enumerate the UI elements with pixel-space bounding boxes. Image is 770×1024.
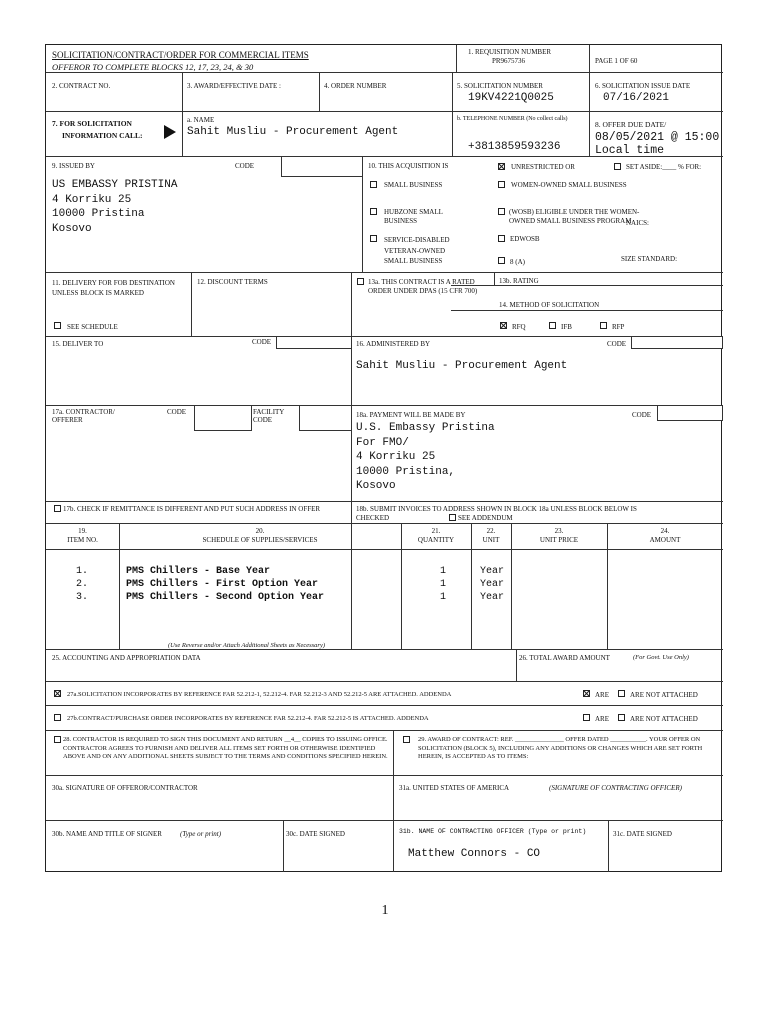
telephone-number: +3813859593236 [468, 141, 561, 153]
item-no: 3. [76, 592, 89, 603]
discount-terms-label: 12. DISCOUNT TERMS [197, 278, 268, 286]
remittance-label: 17b. CHECK IF REMITTANCE IS DIFFERENT AND PUT SUCH ADDRESS IN OFFER [63, 505, 321, 513]
addenda-b-are-checkbox[interactable] [583, 714, 590, 721]
signature-usa-note: (SIGNATURE OF CONTRACTING OFFICER) [549, 784, 682, 792]
issue-date-label: 6. SOLICITATION ISSUE DATE [595, 82, 691, 90]
telephone-label: b. TELEPHONE NUMBER (No collect calls) [457, 116, 568, 122]
col-amount: 24. AMOUNT [649, 527, 681, 544]
see-schedule-label: SEE SCHEDULE [67, 323, 118, 331]
see-addendum-label: SEE ADDENDUM [458, 514, 513, 522]
contractor-sign-checkbox[interactable] [54, 736, 61, 743]
remittance-checkbox[interactable] [54, 505, 61, 512]
issued-by-address: US EMBASSY PRISTINA 4 Korriku 25 10000 Pristina Kosovo [52, 179, 178, 235]
offer-due-date: 08/05/2021 @ 15:00 [595, 131, 720, 144]
unrestricted-checkbox[interactable] [498, 163, 505, 170]
rfq-checkbox[interactable] [500, 322, 507, 329]
col-quantity: 21. QUANTITY [417, 527, 455, 544]
officer-name: Matthew Connors - CO [408, 848, 541, 860]
facility-code-label: FACILITY CODE [253, 408, 285, 424]
form-subtitle: OFFEROR TO COMPLETE BLOCKS 12, 17, 23, 24, & 30 [52, 62, 254, 72]
accounting-label: 25. ACCOUNTING AND APPROPRIATION DATA [52, 654, 201, 662]
hubzone-checkbox[interactable] [370, 208, 377, 215]
administered-by-label: 16. ADMINISTERED BY [356, 340, 431, 348]
rated-order-label: 13a. THIS CONTRACT IS A RATED ORDER UNDER DPAS (15 CFR 700) [368, 278, 478, 295]
size-standard-label: SIZE STANDARD: [621, 255, 678, 263]
payment-address: U.S. Embassy Pristina For FMO/ 4 Korriku 25 10000 Pristina, Kosovo [356, 422, 495, 492]
admin-code-label: CODE [607, 340, 627, 348]
item-no: 2. [76, 579, 89, 590]
administered-by-value: Sahit Musliu - Procurement Agent [356, 360, 568, 372]
issued-by-label: 9. ISSUED BY [52, 162, 95, 170]
rfp-checkbox[interactable] [600, 322, 607, 329]
ifb-checkbox[interactable] [549, 322, 556, 329]
contract-27b-text: 27b.CONTRACT/PURCHASE ORDER INCORPORATES BY REFERENCE FAR 52.212-4. FAR 52.212-5 IS ATTACHED. ADDENDA [67, 715, 429, 722]
col-unit-price: 23. UNIT PRICE [539, 527, 579, 544]
set-aside-label: SET ASIDE:____ % FOR: [626, 163, 702, 171]
issued-code-box[interactable] [281, 156, 363, 177]
offer-due-time: Local time [595, 144, 665, 157]
rfp-label: RFP [612, 323, 625, 331]
date-signed-30-label: 30c. DATE SIGNED [286, 830, 345, 838]
item-desc: PMS Chillers - Second Option Year [126, 592, 325, 603]
contractor-code-label: CODE [167, 408, 187, 416]
schedule-footnote: (Use Reverse and/or Attach Additional Sheets as Necessary) [168, 642, 325, 649]
addenda-are-not-checkbox[interactable] [618, 690, 625, 697]
total-amount-note: (For Govt. Use Only) [633, 654, 689, 661]
solicitation-27a-checkbox[interactable] [54, 690, 61, 697]
wosb-checkbox[interactable] [498, 208, 505, 215]
sdvosb-checkbox[interactable] [370, 235, 377, 242]
addenda-b-are-label: ARE [595, 715, 609, 723]
small-business-label: SMALL BUSINESS [384, 181, 443, 189]
item-qty: 1 [440, 579, 447, 590]
offer-due-label: 8. OFFER DUE DATE/ [595, 120, 667, 129]
unrestricted-label: UNRESTRICTED OR [511, 163, 575, 171]
invoice-label: 18b. SUBMIT INVOICES TO ADDRESS SHOWN IN BLOCK 18a UNLESS BLOCK BELOW IS CHECKED [356, 505, 637, 522]
contractor-label: 17a. CONTRACTOR/ OFFERER [52, 408, 115, 424]
see-addendum-checkbox[interactable] [449, 514, 456, 521]
contact-name-label: a. NAME [187, 116, 215, 124]
solicitation-number-label: 5. SOLICITATION NUMBER [457, 82, 543, 90]
issue-date: 07/16/2021 [603, 92, 670, 104]
award-date-label: 3. AWARD/EFFECTIVE DATE : [187, 82, 281, 90]
set-aside-checkbox[interactable] [614, 163, 621, 170]
rfq-label: RFQ [512, 323, 526, 331]
addenda-are-label: ARE [595, 691, 609, 699]
award-checkbox[interactable] [403, 736, 410, 743]
requisition-label: 1. REQUISITION NUMBER [468, 48, 552, 56]
ifb-label: IFB [561, 323, 572, 331]
deliver-to-label: 15. DELIVER TO [52, 340, 104, 348]
facility-code-box[interactable] [299, 405, 352, 431]
addenda-b-are-not-checkbox[interactable] [618, 714, 625, 721]
naics-label: NAICS: [626, 219, 649, 227]
eight-a-checkbox[interactable] [498, 257, 505, 264]
edwosb-label: EDWOSB [510, 235, 540, 243]
item-unit: Year [480, 579, 505, 590]
rating-label: 13b. RATING [499, 277, 539, 285]
info-call-label: 7. FOR SOLICITATION [52, 119, 132, 128]
item-unit: Year [480, 566, 505, 577]
acquisition-label: 10. THIS ACQUISITION IS [368, 162, 449, 170]
solicitation-form [45, 44, 722, 872]
payment-label: 18a. PAYMENT WILL BE MADE BY [356, 411, 466, 419]
total-amount-label: 26. TOTAL AWARD AMOUNT [519, 654, 610, 662]
method-label: 14. METHOD OF SOLICITATION [499, 301, 600, 309]
small-business-checkbox[interactable] [370, 181, 377, 188]
issued-code-label: CODE [235, 162, 255, 170]
contract-27b-checkbox[interactable] [54, 714, 61, 721]
edwosb-checkbox[interactable] [498, 235, 505, 242]
solicitation-27a-text: 27a.SOLICITATION INCORPORATES BY REFERENCE FAR 52.212-1, 52.212-4. FAR 52.212-3 AND 52.212-5 ARE ATTACHED. ADDENDA [67, 691, 452, 698]
item-desc: PMS Chillers - Base Year [126, 566, 271, 577]
signature-offeror-label: 30a. SIGNATURE OF OFFEROR/CONTRACTOR [52, 784, 198, 792]
contractor-code-box[interactable] [194, 405, 252, 431]
rated-order-checkbox[interactable] [357, 278, 364, 285]
women-owned-checkbox[interactable] [498, 181, 505, 188]
form-title: SOLICITATION/CONTRACT/ORDER FOR COMMERCIAL ITEMS [52, 50, 309, 60]
info-call-label-2: INFORMATION CALL: [62, 131, 143, 140]
eight-a-label: 8 (A) [510, 258, 525, 266]
col-schedule: 20. SCHEDULE OF SUPPLIES/SERVICES [202, 527, 318, 544]
hubzone-label: HUBZONE SMALL BUSINESS [384, 208, 443, 225]
officer-name-label: 31b. NAME OF CONTRACTING OFFICER (Type or print) [399, 828, 587, 835]
signer-name-note: (Type or print) [180, 830, 222, 838]
admin-code-box[interactable] [631, 336, 723, 349]
solicitation-number: 19KV4221Q0025 [468, 92, 554, 104]
contract-no-label: 2. CONTRACT NO. [52, 82, 111, 90]
signature-usa-label: 31a. UNITED STATES OF AMERICA [399, 784, 510, 792]
sdvosb-label: SERVICE-DISABLED VETERAN-OWNED SMALL BUSINESS [384, 236, 450, 265]
col-item-no: 19. ITEM NO. [67, 527, 98, 544]
contractor-sign-text: 28. CONTRACTOR IS REQUIRED TO SIGN THIS DOCUMENT AND RETURN __4__ COPIES TO ISSUING OFFICE. CONTRACTOR AGREES TO FURNISH AND DELIVER ALL ITEMS SET FORTH OR OTHERWISE IDENTIFIED ABOVE AND ON ANY ADDITIONAL SHEETS SUBJECT TO THE TERMS AND CONDITIONS SPECIFIED HEREIN. [63, 736, 388, 760]
see-schedule-checkbox[interactable] [54, 322, 61, 329]
item-qty: 1 [440, 592, 447, 603]
addenda-are-checkbox[interactable] [583, 690, 590, 697]
deliver-code-label: CODE [252, 338, 272, 346]
contact-name: Sahit Musliu - Procurement Agent [187, 126, 399, 138]
payment-code-label: CODE [632, 411, 652, 419]
women-owned-label: WOMEN-OWNED SMALL BUSINESS [511, 181, 627, 189]
requisition-number: PR9675736 [492, 57, 526, 65]
signer-name-label: 30b. NAME AND TITLE OF SIGNER [52, 830, 162, 838]
item-qty: 1 [440, 566, 447, 577]
award-text: 29. AWARD OF CONTRACT: REF. _______________ OFFER DATED ___________. YOUR OFFER ON SOLICITATION (BLOCK 5), INCLUDING ANY ADDITIONS OR CHANGES WHICH ARE SET FORTH HEREIN, IS ACCEPTED AS TO ITEMS: [418, 736, 703, 760]
item-unit: Year [480, 592, 505, 603]
item-no: 1. [76, 566, 89, 577]
addenda-are-not-label: ARE NOT ATTACHED [630, 691, 698, 699]
delivery-fob-label: 11. DELIVERY FOR FOB DESTINATION UNLESS BLOCK IS MARKED [52, 279, 175, 297]
payment-code-box[interactable] [657, 405, 723, 421]
page-count: PAGE 1 OF 60 [595, 57, 638, 65]
deliver-code-box[interactable] [276, 336, 352, 349]
date-signed-31-label: 31c. DATE SIGNED [613, 830, 672, 838]
wosb-label: (WOSB) ELIGIBLE UNDER THE WOMEN-OWNED SMALL BUSINESS PROGRAM [509, 208, 640, 225]
item-desc: PMS Chillers - First Option Year [126, 579, 319, 590]
col-unit: 22. UNIT [482, 527, 500, 544]
page-number: 1 [381, 903, 389, 918]
addenda-b-are-not-label: ARE NOT ATTACHED [630, 715, 698, 723]
arrow-right-icon [164, 125, 176, 139]
order-number-label: 4. ORDER NUMBER [324, 82, 387, 90]
